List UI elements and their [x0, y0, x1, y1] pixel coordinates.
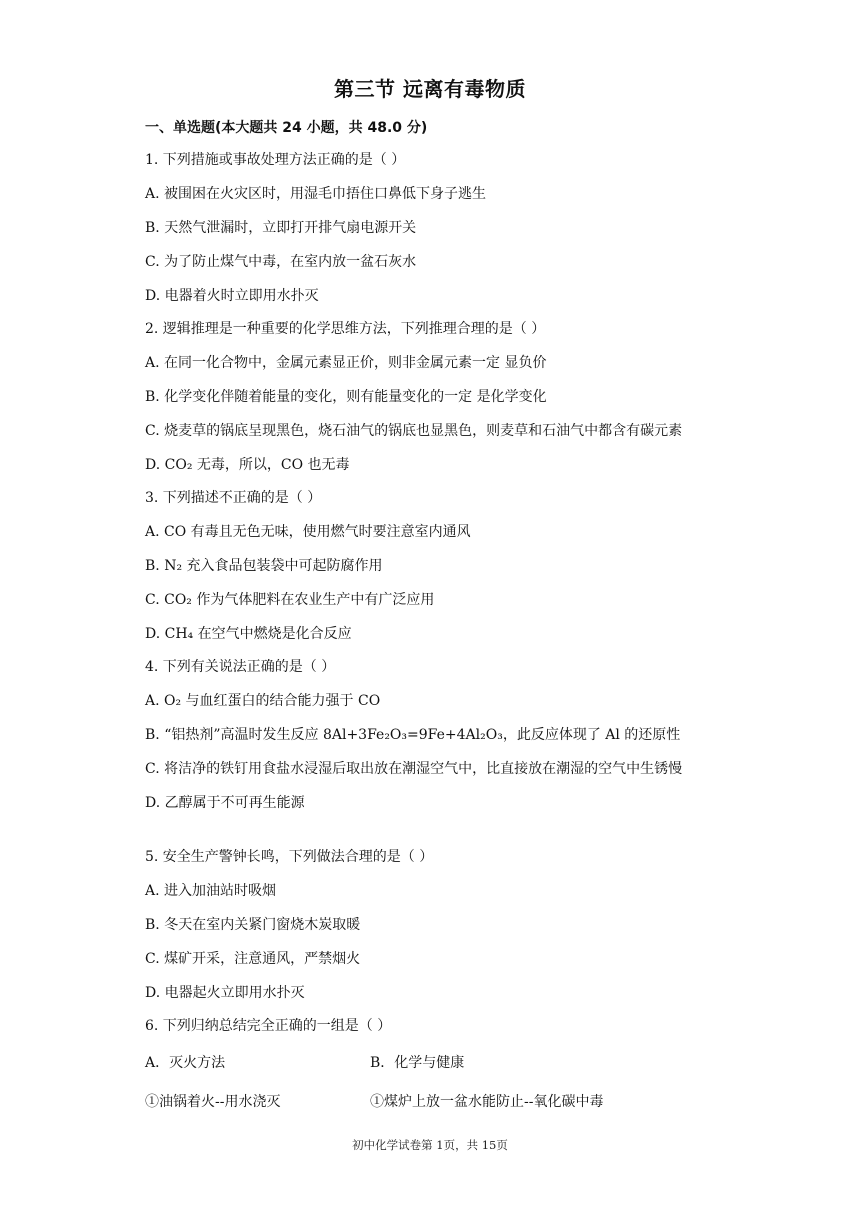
- option-1d: D. 电器着火时立即用水扑灭: [145, 288, 319, 304]
- table-b-item-1: ①煤炉上放一盆水能防止--氧化碳中毒: [370, 1094, 604, 1110]
- question-6: 6. 下列归纳总结完全正确的一组是（ ）: [145, 1018, 392, 1034]
- question-3: 3. 下列描述不正确的是（ ）: [145, 490, 322, 506]
- page-title: 第三节 远离有毒物质: [334, 77, 526, 101]
- option-4a: A. O₂ 与血红蛋白的结合能力强于 CO: [145, 693, 381, 709]
- option-2d: D. CO₂ 无毒，所以，CO 也无毒: [145, 457, 350, 473]
- table-b-heading: B．化学与健康: [370, 1055, 465, 1071]
- option-3d: D. CH₄ 在空气中燃烧是化合反应: [145, 626, 352, 642]
- question-5: 5. 安全生产警钟长鸣，下列做法合理的是（ ）: [145, 849, 434, 865]
- option-2a: A. 在同一化合物中，金属元素显正价，则非金属元素一定 显负价: [145, 355, 547, 371]
- question-2: 2. 逻辑推理是一种重要的化学思维方法，下列推理合理的是（ ）: [145, 321, 546, 337]
- option-4b: B. “铝热剂”高温时发生反应 8Al+3Fe₂O₃=9Fe+4Al₂O₃，此反应体现了 Al 的还原性: [145, 727, 681, 743]
- option-3c: C. CO₂ 作为气体肥料在农业生产中有广泛应用: [145, 592, 435, 608]
- option-5b: B. 冬天在室内关紧门窗烧木炭取暖: [145, 917, 361, 933]
- question-4: 4. 下列有关说法正确的是（ ）: [145, 659, 336, 675]
- page-footer: 初中化学试卷第 1页，共 15页: [352, 1138, 508, 1152]
- option-3a: A. CO 有毒且无色无味，使用燃气时要注意室内通风: [145, 524, 471, 540]
- option-4d: D. 乙醇属于不可再生能源: [145, 795, 305, 811]
- option-2c: C. 烧麦草的锅底呈现黑色，烧石油气的锅底也显黑色，则麦草和石油气中都含有碳元素: [145, 423, 683, 439]
- option-3b: B. N₂ 充入食品包装袋中可起防腐作用: [145, 558, 383, 574]
- option-5d: D. 电器起火立即用水扑灭: [145, 985, 305, 1001]
- option-1a: A. 被围困在火灾区时，用湿毛巾捂住口鼻低下身子逃生: [145, 186, 487, 202]
- table-a-item-1: ①油锅着火--用水浇灭: [145, 1094, 281, 1110]
- option-5c: C. 煤矿开采，注意通风，严禁烟火: [145, 951, 361, 967]
- question-1: 1. 下列措施或事故处理方法正确的是（ ）: [145, 152, 406, 168]
- option-1c: C. 为了防止煤气中毒，在室内放一盆石灰水: [145, 254, 417, 270]
- option-4c: C. 将洁净的铁钉用食盐水浸湿后取出放在潮湿空气中，比直接放在潮湿的空气中生锈慢: [145, 761, 683, 777]
- option-1b: B. 天然气泄漏时，立即打开排气扇电源开关: [145, 220, 417, 236]
- option-2b: B. 化学变化伴随着能量的变化，则有能量变化的一定 是化学变化: [145, 389, 547, 405]
- option-5a: A. 进入加油站时吸烟: [145, 883, 277, 899]
- table-a-heading: A．灭火方法: [145, 1055, 226, 1071]
- section-heading: 一、单选题(本大题共 24 小题，共 48.0 分): [145, 120, 428, 136]
